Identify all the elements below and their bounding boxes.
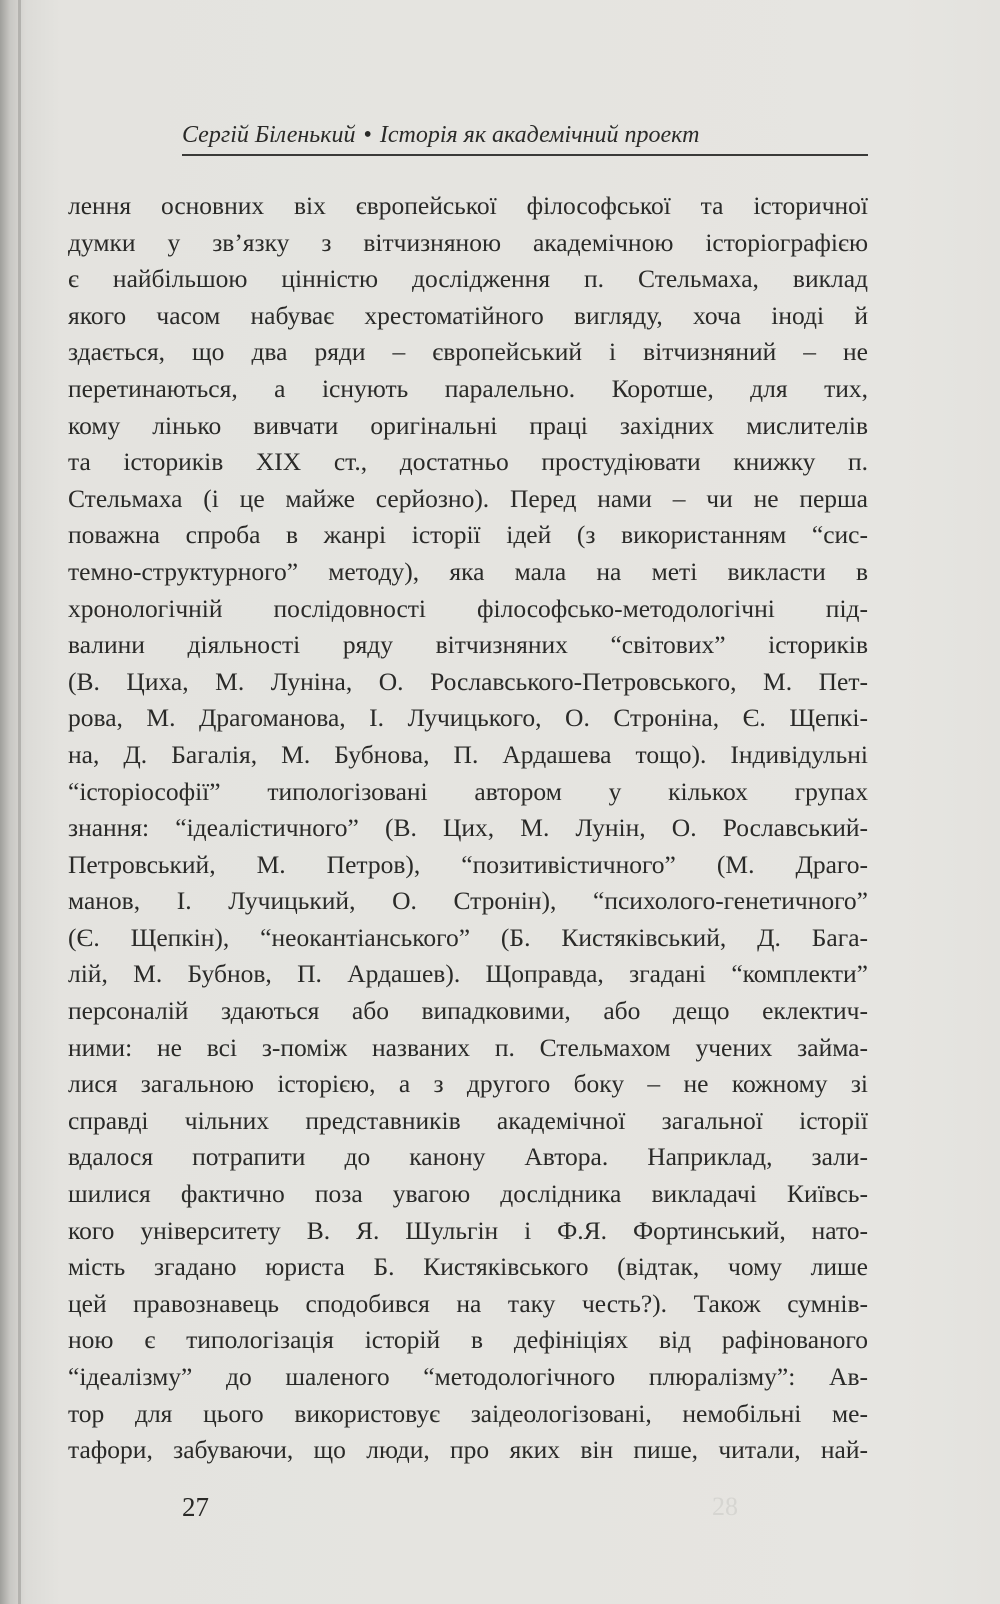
text-line: темно-структурного” методу), яка мала на меті викласти в [68, 556, 868, 586]
text-line: ними: не всі з-поміж названих п. Стельмахом учених займа- [68, 1032, 868, 1062]
page-number: 27 [182, 1492, 209, 1522]
text-line: мість згадано юриста Б. Кистяківського (відтак, чому лише [68, 1252, 868, 1282]
text-line: думки у зв’язку з вітчизняною академічною історіографією [68, 227, 868, 257]
text-line: шилися фактично поза увагою дослідника викладачі Київсь- [68, 1179, 868, 1209]
text-line: рова, М. Драгоманова, І. Лучицького, О. Строніна, Є. Щепкі- [68, 703, 868, 733]
running-header [182, 118, 868, 156]
text-line: ною є типологізація історій в дефініціях від рафінованого [68, 1325, 868, 1355]
text-line: та істориків XIX ст., достатньо простудіювати книжку п. [68, 447, 868, 477]
text-line: поважна спроба в жанрі історії ідей (з використанням “сис- [68, 520, 868, 550]
text-line: вдалося потрапити до канону Автора. Наприклад, зали- [68, 1142, 868, 1172]
text-line: валини діяльності ряду вітчизняних “світових” істориків [68, 630, 868, 660]
text-line: Петровський, М. Петров), “позитивістичного” (М. Драго- [68, 849, 868, 879]
text-line: кому лінько вивчати оригінальні праці західних мислителів [68, 410, 868, 440]
text-line: хронологічній послідовності філософсько-методологічні під- [68, 593, 868, 623]
text-line: лій, М. Бубнов, П. Ардашев). Щоправда, згадані “комплекти” [68, 959, 868, 989]
text-line: є найбільшою цінністю дослідження п. Стельмаха, виклад [68, 264, 868, 294]
book-spine-shadow [18, 0, 21, 1604]
text-line: цей правознавець сподобився на таку честь?). Також сумнів- [68, 1288, 868, 1318]
text-line: перетинаються, а існують паралельно. Коротше, для тих, [68, 373, 868, 403]
text-line: “історіософії” типологізовані автором у кількох групах [68, 776, 868, 806]
text-line: здається, що два ряди – європейський і вітчизняний – не [68, 337, 868, 367]
header-separator: • [363, 122, 372, 148]
text-line: тафори, забуваючи, що люди, про яких він пише, читали, най- [68, 1435, 868, 1465]
header-author: Сергій Біленький [182, 122, 356, 148]
text-line: справді чільних представників академічної загальної історії [68, 1105, 868, 1135]
text-line: кого університету В. Я. Шульгін і Ф.Я. Фортинський, нато- [68, 1215, 868, 1245]
text-line: (Є. Щепкін), “неокантіанського” (Б. Кистяківський, Д. Бага- [68, 922, 868, 952]
text-line: лення основних віх європейської філософської та історичної [68, 191, 868, 220]
text-line: на, Д. Багалія, М. Бубнова, П. Ардашева тощо). Індивідульні [68, 739, 868, 769]
text-line: персоналій здаються або випадковими, або дещо еклектич- [68, 996, 868, 1026]
bleed-through-page-number: 28 [712, 1492, 738, 1521]
text-line: знання: “ідеалістичного” (В. Цих, М. Лунін, О. Рославський- [68, 813, 868, 843]
text-line: Стельмаха (і це майже серйозно). Перед нами – чи не перша [68, 483, 868, 513]
text-line: манов, І. Лучицький, О. Стронін), “психолого-генетичного” [68, 886, 868, 916]
text-line: лися загальною історією, а з другого боку – не кожному зі [68, 1069, 868, 1099]
body-text [68, 188, 868, 1469]
text-line: “ідеалізму” до шаленого “методологічного плюралізму”: Ав- [68, 1362, 868, 1391]
text-line: (В. Циха, М. Луніна, О. Рославського-Петровського, М. Пет- [68, 666, 868, 696]
header-title: Історія як академічний проект [379, 122, 700, 148]
text-line: тор для цього використовує заідеологізовані, немобільні ме- [68, 1398, 868, 1428]
text-line: якого часом набуває хрестоматійного вигляду, хоча іноді й [68, 300, 868, 330]
